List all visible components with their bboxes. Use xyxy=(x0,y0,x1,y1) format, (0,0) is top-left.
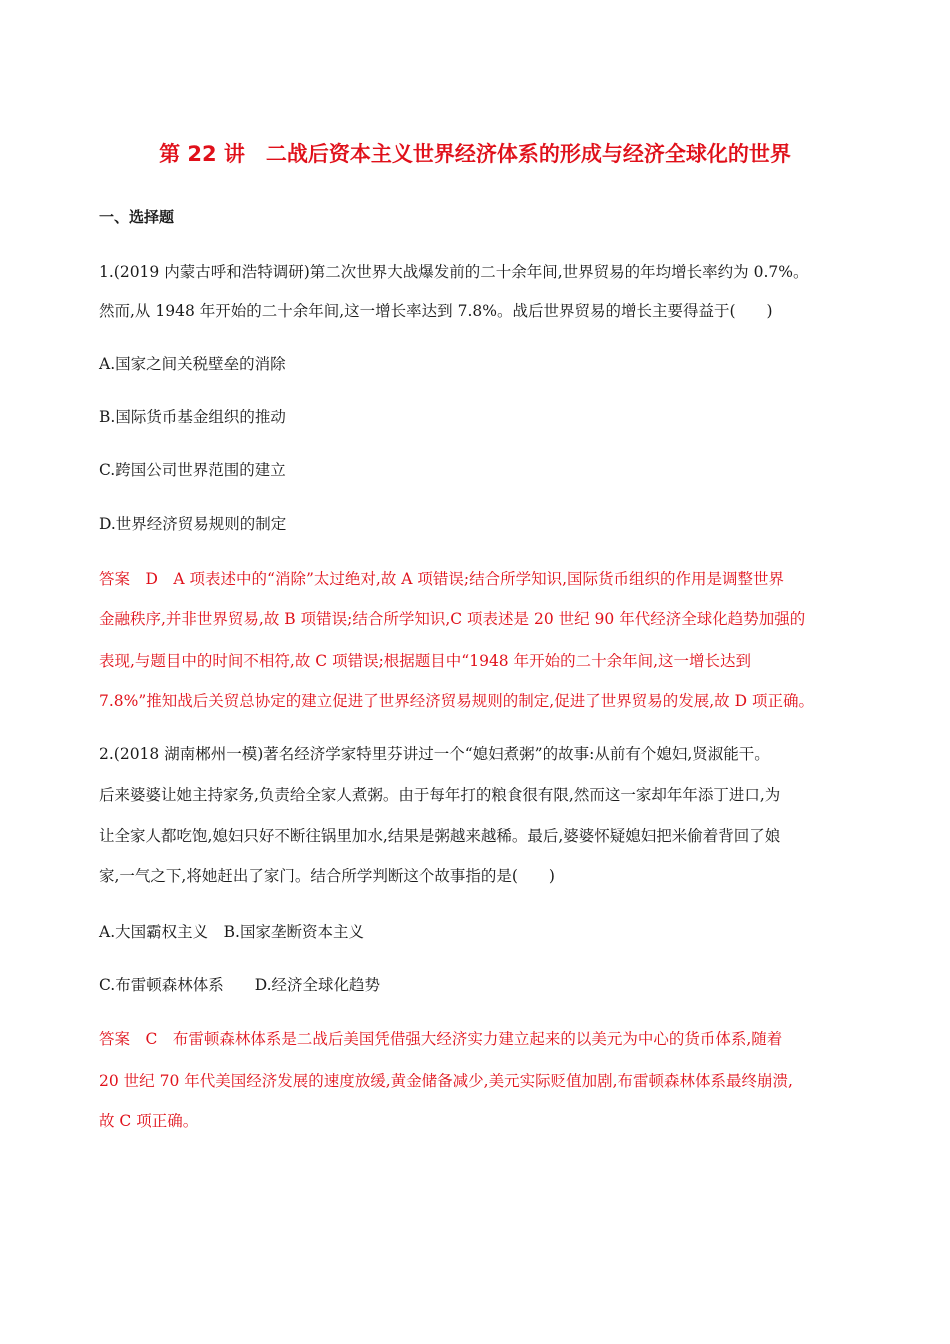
q1-option-b: B.国际货币基金组织的推动 xyxy=(99,408,286,426)
q2-answer-line: 答案 C 布雷顿森林体系是二战后美国凭借强大经济实力建立起来的以美元为中心的货币体系,随着 xyxy=(99,1030,783,1048)
q2-options-row-2: C.布雷顿森林体系 D.经济全球化趋势 xyxy=(99,976,381,994)
q2-answer-line: 故 C 项正确。 xyxy=(99,1112,199,1130)
q1-stem-line: 1.(2019 内蒙古呼和浩特调研)第二次世界大战爆发前的二十余年间,世界贸易的年均增长率约为 0.7%。 xyxy=(99,263,809,281)
section-heading: 一、选择题 xyxy=(99,208,175,226)
q1-stem-line: 然而,从 1948 年开始的二十余年间,这一增长率达到 7.8%。战后世界贸易的增长主要得益于( ) xyxy=(99,302,773,320)
q1-answer-line: 表现,与题目中的时间不相符,故 C 项错误;根据题目中“1948 年开始的二十余年间,这一增长达到 xyxy=(99,652,752,670)
lesson-title: 第 22 讲 二战后资本主义世界经济体系的形成与经济全球化的世界 xyxy=(159,142,791,166)
q2-stem-line: 家,一气之下,将她赶出了家门。结合所学判断这个故事指的是( ) xyxy=(99,867,555,885)
q1-answer-line: 7.8%”推知战后关贸总协定的建立促进了世界经济贸易规则的制定,促进了世界贸易的发展,故 D 项正确。 xyxy=(99,692,814,710)
q1-option-c: C.跨国公司世界范围的建立 xyxy=(99,461,286,479)
q1-answer-line: 答案 D A 项表述中的“消除”太过绝对,故 A 项错误;结合所学知识,国际货币组织的作用是调整世界 xyxy=(99,570,785,588)
q2-stem-line: 后来婆婆让她主持家务,负责给全家人煮粥。由于每年打的粮食很有限,然而这一家却年年添丁进口,为 xyxy=(99,786,781,804)
q1-option-a: A.国家之间关税壁垒的消除 xyxy=(99,355,286,373)
q2-stem-line: 让全家人都吃饱,媳妇只好不断往锅里加水,结果是粥越来越稀。最后,婆婆怀疑媳妇把米偷着背回了娘 xyxy=(99,827,781,845)
q2-options-row-1: A.大国霸权主义 B.国家垄断资本主义 xyxy=(99,923,364,941)
q1-answer-line: 金融秩序,并非世界贸易,故 B 项错误;结合所学知识,C 项表述是 20 世纪 90 年代经济全球化趋势加强的 xyxy=(99,610,806,628)
q1-option-d: D.世界经济贸易规则的制定 xyxy=(99,515,287,533)
q2-answer-line: 20 世纪 70 年代美国经济发展的速度放缓,黄金储备减少,美元实际贬值加剧,布雷顿森林体系最终崩溃, xyxy=(99,1072,793,1090)
q2-stem-line: 2.(2018 湖南郴州一模)著名经济学家特里芬讲过一个“媳妇煮粥”的故事:从前有个媳妇,贤淑能干。 xyxy=(99,745,770,763)
